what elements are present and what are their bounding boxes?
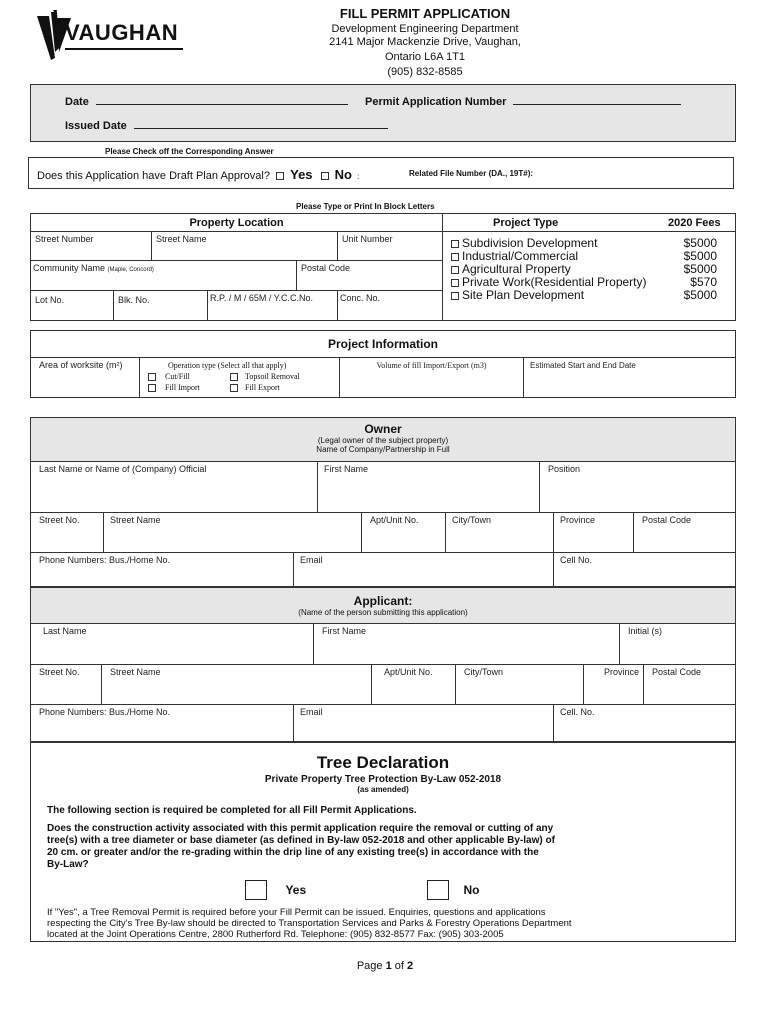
owner-street-name-cell[interactable]: Street Name bbox=[103, 512, 361, 552]
operation-type-cell bbox=[139, 358, 339, 397]
owner-cell-cell[interactable]: Cell No. bbox=[553, 552, 735, 586]
logo-text: VAUGHAN bbox=[65, 20, 179, 45]
owner-postal-cell[interactable]: Postal Code bbox=[633, 512, 735, 552]
conc-no-cell[interactable]: Conc. No. bbox=[337, 290, 443, 320]
area-worksite-cell[interactable]: Area of worksite (m²) bbox=[39, 360, 123, 370]
tree-note-line-3: located at the Joint Operations Centre, 2800 Rutherford Rd. Telephone: (905) 832-8577 Fax: (905) 303-2005 bbox=[47, 929, 504, 940]
street-name-cell[interactable]: Street Name bbox=[151, 232, 337, 260]
block-letters-note: Please Type or Print In Block Letters bbox=[296, 202, 435, 211]
owner-sub-1: (Legal owner of the subject property) bbox=[317, 436, 449, 445]
owner-last-name-cell[interactable]: Last Name or Name of (Company) Official bbox=[39, 464, 207, 474]
date-field[interactable] bbox=[96, 94, 348, 105]
applicant-cell-cell[interactable]: Cell. No. bbox=[553, 704, 735, 741]
project-type-item[interactable]: Private Work(Residential Property) $570 bbox=[451, 276, 731, 289]
topsoil-label: Topsoil Removal bbox=[245, 372, 300, 381]
applicant-box bbox=[30, 587, 736, 742]
tree-note-line-2: respecting the City's Tree By-law should be directed to Transportation Services and Parks & Forestry Operations Department bbox=[47, 918, 572, 929]
owner-header: Owner bbox=[364, 422, 402, 436]
community-hint: (Maple, Concord) bbox=[107, 267, 154, 273]
cut-fill-label: Cut/Fill bbox=[165, 372, 190, 381]
applicant-province-cell[interactable]: Province bbox=[583, 664, 643, 704]
permit-number-label: Permit Application Number bbox=[365, 96, 507, 108]
applicant-street-no-cell[interactable]: Street No. bbox=[31, 664, 101, 704]
tree-no-checkbox[interactable] bbox=[427, 880, 449, 900]
draft-no-label: No bbox=[334, 167, 352, 182]
blk-no-cell[interactable]: Blk. No. bbox=[113, 290, 207, 320]
tree-declaration-box bbox=[30, 742, 736, 942]
address-line-1: 2141 Major Mackenzie Drive, Vaughan, bbox=[329, 36, 521, 48]
applicant-street-name-cell[interactable]: Street Name bbox=[101, 664, 371, 704]
street-number-cell[interactable]: Street Number bbox=[35, 234, 94, 244]
project-type-header: Project Type bbox=[493, 217, 559, 229]
tree-question-line-2: tree(s) with a tree diameter or base diameter (as defined in By-law 052-2018 and other applicable By-law) of bbox=[47, 835, 555, 846]
fees-header: 2020 Fees bbox=[668, 217, 721, 229]
draft-plan-box bbox=[28, 157, 734, 189]
lot-no-cell[interactable]: Lot No. bbox=[31, 290, 113, 320]
form-title: FILL PERMIT APPLICATION bbox=[339, 6, 511, 21]
owner-header-band bbox=[31, 418, 735, 462]
project-type-item[interactable]: Agricultural Property $5000 bbox=[451, 263, 731, 276]
issued-date-field[interactable] bbox=[134, 118, 388, 129]
tree-title: Tree Declaration bbox=[316, 753, 450, 772]
project-type-item[interactable]: Site Plan Development $5000 bbox=[451, 289, 731, 302]
tree-subtitle: Private Property Tree Protection By-Law 052-2018 bbox=[264, 774, 502, 785]
tree-question-line-3: 20 cm. or greater and/or the re-grading within the drip line of any existing tree(s) in accordance with the bbox=[47, 847, 539, 858]
draft-yes-checkbox[interactable] bbox=[276, 172, 284, 180]
applicant-header: Applicant: bbox=[353, 594, 413, 608]
tree-no-label: No bbox=[463, 883, 480, 898]
property-location-header: Property Location bbox=[31, 214, 443, 232]
applicant-city-cell[interactable]: City/Town bbox=[455, 664, 583, 704]
fill-import-checkbox[interactable] bbox=[148, 384, 156, 392]
related-file-label: Related File Number (DA., 19T#): bbox=[409, 169, 534, 178]
owner-first-name-cell[interactable]: First Name bbox=[317, 462, 539, 512]
tree-yes-label: Yes bbox=[285, 883, 307, 898]
dept-name: Development Engineering Department bbox=[331, 23, 519, 35]
tree-question-line-1: Does the construction activity associated with this permit application require the removal or cutting of any bbox=[47, 823, 554, 834]
owner-street-no-cell[interactable]: Street No. bbox=[31, 512, 103, 552]
community-name-label: Community Name bbox=[33, 263, 106, 273]
start-end-date-cell[interactable]: Estimated Start and End Date bbox=[523, 358, 735, 397]
permit-number-field[interactable] bbox=[513, 94, 681, 105]
owner-position-cell[interactable]: Position bbox=[539, 462, 735, 512]
header-phone: (905) 832-8585 bbox=[387, 66, 463, 78]
owner-box bbox=[30, 417, 736, 587]
fill-export-checkbox[interactable] bbox=[230, 384, 238, 392]
project-type-item[interactable]: Industrial/Commercial $5000 bbox=[451, 250, 731, 263]
applicant-phone-cell[interactable]: Phone Numbers: Bus./Home No. bbox=[31, 704, 293, 741]
vaughan-logo bbox=[35, 8, 185, 63]
applicant-email-cell[interactable]: Email bbox=[293, 704, 553, 741]
applicant-sub: (Name of the person submitting this application) bbox=[298, 608, 468, 617]
property-project-box bbox=[30, 213, 736, 321]
tree-note-line-1: If "Yes", a Tree Removal Permit is required before your Fill Permit can be issued. Enquiries, questions and applications bbox=[47, 907, 546, 918]
draft-question: Does this Application have Draft Plan Approval? bbox=[37, 170, 270, 182]
volume-cell[interactable]: Volume of fill Import/Export (m3) bbox=[339, 358, 523, 397]
tree-required-note: The following section is required be completed for all Fill Permit Applications. bbox=[47, 805, 417, 816]
project-info-header: Project Information bbox=[31, 331, 735, 358]
fill-import-label: Fill Import bbox=[165, 383, 200, 392]
tree-amended: (as amended) bbox=[357, 785, 409, 794]
applicant-postal-cell[interactable]: Postal Code bbox=[643, 664, 735, 704]
check-note: Please Check off the Corresponding Answer bbox=[105, 147, 274, 156]
owner-email-cell[interactable]: Email bbox=[293, 552, 553, 586]
applicant-first-name-cell[interactable]: First Name bbox=[313, 624, 619, 664]
topsoil-checkbox[interactable] bbox=[230, 373, 238, 381]
draft-yes-label: Yes bbox=[290, 167, 313, 182]
owner-city-cell[interactable]: City/Town bbox=[445, 512, 553, 552]
applicant-initial-cell[interactable]: Initial (s) bbox=[619, 624, 735, 664]
applicant-apt-cell[interactable]: Apt/Unit No. bbox=[371, 664, 455, 704]
unit-number-cell[interactable]: Unit Number bbox=[337, 232, 443, 260]
draft-colon: : bbox=[357, 172, 360, 181]
cut-fill-checkbox[interactable] bbox=[148, 373, 156, 381]
draft-no-checkbox[interactable] bbox=[321, 172, 329, 180]
applicant-header-band bbox=[31, 588, 735, 624]
operation-type-label: Operation type (Select all that apply) bbox=[168, 361, 287, 370]
fill-export-label: Fill Export bbox=[245, 383, 280, 392]
project-info-box bbox=[30, 330, 736, 398]
tree-yes-checkbox[interactable] bbox=[245, 880, 267, 900]
issued-date-label: Issued Date bbox=[65, 120, 127, 132]
tree-question-line-4: By-Law? bbox=[47, 859, 89, 870]
project-type-list bbox=[451, 237, 731, 302]
date-label: Date bbox=[65, 96, 89, 108]
logo-underline bbox=[65, 48, 183, 50]
address-line-2: Ontario L6A 1T1 bbox=[384, 51, 466, 63]
date-permit-box bbox=[30, 84, 736, 142]
owner-phone-cell[interactable]: Phone Numbers: Bus./Home No. bbox=[31, 552, 293, 586]
project-type-item[interactable]: Subdivision Development $5000 bbox=[451, 237, 731, 250]
project-type-divider bbox=[443, 214, 735, 232]
community-name-cell[interactable] bbox=[31, 260, 296, 290]
rp-cell[interactable]: R.P. / M / 65M / Y.C.C.No. bbox=[207, 290, 337, 320]
applicant-last-name-cell[interactable]: Last Name bbox=[43, 626, 87, 636]
postal-code-cell[interactable]: Postal Code bbox=[296, 260, 443, 290]
owner-sub-2: Name of Company/Partnership in Full bbox=[316, 445, 450, 454]
owner-apt-cell[interactable]: Apt/Unit No. bbox=[361, 512, 445, 552]
owner-province-cell[interactable]: Province bbox=[553, 512, 633, 552]
page-number: Page 1 of 2 bbox=[356, 960, 414, 972]
